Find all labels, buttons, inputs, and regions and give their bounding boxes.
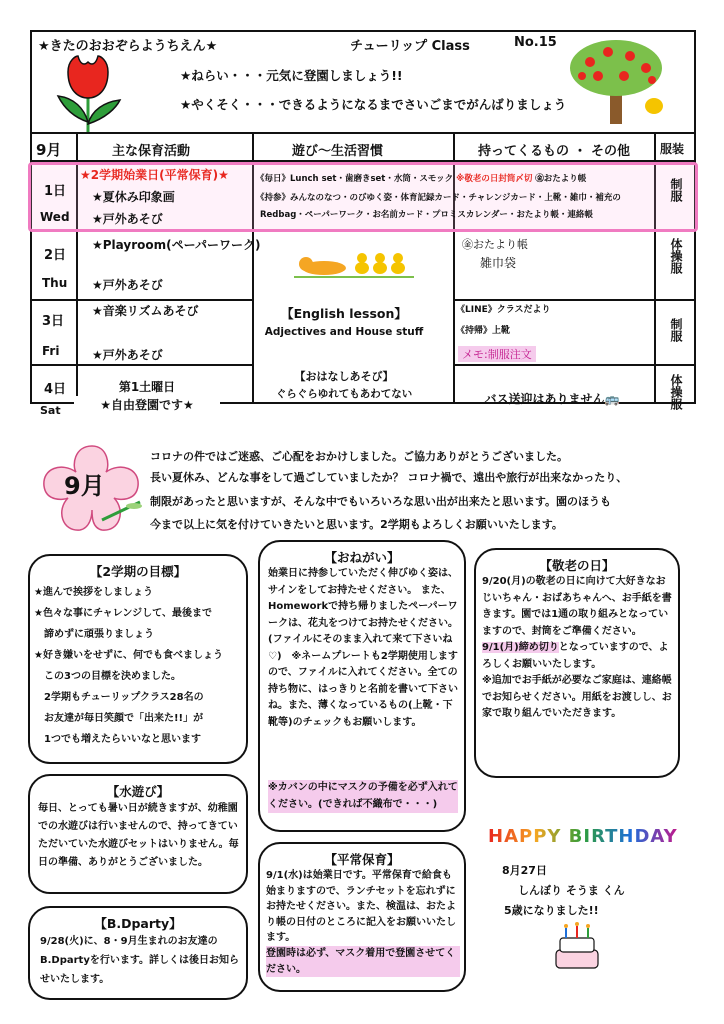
respect-aged-body: 9/20(月)の敬老の日に向けて大好きなおじいちゃん・おばあちゃんへ、お手紙を書きます。園では1通の取り組みとなっていますので、封筒をご準備ください。9/1(月)締め切りとなっていますので、よろしくお願いいたします。 ※追加でお手紙が必要なご家庭は、連絡帳でお知らせください。用紙をお渡しし、お家で取り組んでいただきます。 xyxy=(482,576,672,719)
goals-title: 【2学期の目標】 xyxy=(89,564,187,579)
english-lesson-topic: Adjectives and House stuff xyxy=(264,326,424,338)
day2-dow: Thu xyxy=(42,276,68,290)
bd-party-body: 9/28(火)に、8・9月生まれのお友達のB.Dpartyを行います。詳しくは後日お知らせいたします。 xyxy=(40,936,240,985)
birthday-cake-illustration xyxy=(548,922,606,974)
day4-dow: Sat xyxy=(40,404,61,417)
intro-line-3: 制限があったと思いますが、そんな中でもいろいろな思い出が出来たと思います。園のほうも xyxy=(150,495,612,508)
day1-clothes: 制服 xyxy=(669,178,683,202)
day2-activity-2: ★戸外あそび xyxy=(92,278,163,292)
water-play-title: 【水遊び】 xyxy=(106,784,170,799)
aim-text: ★ねらい・・・元気に登園しましょう!! xyxy=(180,68,403,83)
day3-bring-1: 《LINE》クラスだより xyxy=(456,305,551,315)
month-header: 9月 xyxy=(36,141,62,159)
intro-line-1: コロナの件ではご迷惑、ご心配をおかけしました。ご協力ありがとうございました。 xyxy=(150,450,568,463)
bring-header: 持ってくるもの ・ その他 xyxy=(478,144,631,159)
bd-party-title: 【B.Dparty】 xyxy=(94,916,182,931)
goals-body: ★進んで挨拶をしましょう ★色々な事にチャレンジして、最後まで 諦めずに頑張りましょう ★好き嫌いをせずに、何でも食べましょう この3つの目標を決めました。 2学期もチューリップクラス28名の お友達が毎日笑顔で「出来た!!」が 1つでも増えたらいいなと思います xyxy=(34,587,223,745)
activity-header: 主な保育活動 xyxy=(112,144,191,159)
day2-bring-1: ㊎おたより帳 xyxy=(462,238,528,251)
day3-activity-2: ★戸外あそび xyxy=(92,348,163,362)
english-lesson-title: 【English lesson】 xyxy=(281,306,407,321)
day3-date: 3日 xyxy=(42,314,65,329)
day3-activity-1: ★音楽リズムあそび xyxy=(92,304,199,318)
respect-aged-title: 【敬老の日】 xyxy=(539,558,615,573)
day2-bring-2: 雑巾袋 xyxy=(480,256,517,270)
day3-dow: Fri xyxy=(42,344,60,358)
day1-notes-line1: 《毎日》Lunch set・歯磨きset・水筒・スモック ※敬老の日封筒〆切 ㊎おたより帳 xyxy=(256,174,587,184)
respect-aged-deadline: 9/1(月)締め切り xyxy=(482,642,559,653)
school-name: ★きたのおおぞらようちえん★ xyxy=(38,39,218,54)
normal-care-body: 9/1(水)は始業日です。平常保育で給食も始まりますので、ランチセットを忘れずにお持たせください。また、検温は、おたより帳の日付のところに記入をお願いいたします。 xyxy=(266,870,456,943)
normal-care-title: 【平常保育】 xyxy=(324,852,400,867)
day4-activity-1: 第1土曜日 xyxy=(118,380,176,394)
day3-bring-2: 《持帰》上靴 xyxy=(456,326,511,336)
day1-notes-line2: 《持参》みんなのなつ・のびゆく姿・体育記録カード・チャレンジカード・上靴・雑巾・補充の xyxy=(256,193,621,203)
dog-and-chicks-illustration xyxy=(294,246,414,280)
day1-activity-2: ★夏休み印象画 xyxy=(92,190,175,204)
apple-tree-illustration xyxy=(568,36,668,128)
day3-clothes: 制服 xyxy=(669,318,683,342)
day2-activity-1: ★Playroom(ペーパーワーク) xyxy=(92,238,261,252)
day2-clothes: 体操服 xyxy=(669,238,683,274)
day1-activity-3: ★戸外あそび xyxy=(92,212,163,226)
happy-birthday-banner: HAPPY BIRTHDAY xyxy=(488,826,678,847)
class-name: チューリップ Class xyxy=(350,39,470,54)
issue-number: No.15 xyxy=(514,35,557,50)
month-badge: 9月 xyxy=(64,472,105,500)
birthday-date: 8月27日 xyxy=(502,864,547,877)
request-mask-note: ※カバンの中にマスクの予備を必ず入れてください。(できれば不織布で・・・) xyxy=(268,780,458,813)
birthday-child-name: しんぼり そうま くん xyxy=(518,884,625,897)
intro-line-2: 長い夏休み、どんな事をして過ごしていましたか？ コロナ禍で、遠出や旅行が出来なかったり、 xyxy=(150,471,628,484)
water-play-body: 毎日、とっても暑い日が続きますが、幼稚園での水遊びは行いませんので、持ってきていただいていた水遊びセットはいりません。毎日の準備、ありがとうございました。 xyxy=(38,803,239,868)
day1-date: 1日 xyxy=(44,184,67,199)
day4-activity-2: ★自由登園です★ xyxy=(74,396,220,413)
request-title: 【おねがい】 xyxy=(324,550,400,565)
request-body: 始業日に持参していただく伸びゆく姿は、サインをしてお持たせください。 また、Homeworkで持ち帰りましたペーパーワークは、花丸をつけてお持たせください。(ファイルにそのまま入れて来て下さいね♡) ※ネームプレートも2学期使用しますので、ファイルに入れてください。全ての持ち物に、はっきりと名前を書いて下さいね。また、薄くなっているもの(上靴・下靴等)のチェックもお願いします。 xyxy=(268,568,458,728)
day4-clothes: 体操服 xyxy=(669,374,683,410)
day4-bring-1: バス送迎はありません🚌 xyxy=(484,392,620,406)
tulip-illustration xyxy=(48,52,130,134)
clothes-header: 服装 xyxy=(660,142,685,156)
promise-text: ★やくそく・・・できるようになるまでさいごまでがんばりましょう xyxy=(180,97,567,112)
story-title: 【おはなしあそび】 xyxy=(294,370,394,383)
birthday-age: 5歳になりました!! xyxy=(504,904,599,917)
play-header: 遊び～生活習慣 xyxy=(292,144,384,159)
day1-activity-1: ★2学期始業日(平常保育)★ xyxy=(80,168,229,182)
normal-care-mask-note: 登園時は必ず、マスク着用で登園させてください。 xyxy=(266,946,460,977)
story-subtitle: ぐらぐらゆれてもあわてない xyxy=(275,388,413,400)
day2-date: 2日 xyxy=(44,248,67,263)
day3-memo: メモ:制服注文 xyxy=(458,346,536,362)
day1-dow: Wed xyxy=(40,210,70,224)
intro-line-4: 今まで以上に気を付けていきたいと思います。2学期もよろしくお願いいたします。 xyxy=(150,518,563,531)
day1-notes-line3: Redbag・ペーパーワーク・お名前カード・プロミスカレンダー・おたより帳・連絡帳 xyxy=(260,210,593,220)
day4-date: 4日 xyxy=(44,382,67,397)
